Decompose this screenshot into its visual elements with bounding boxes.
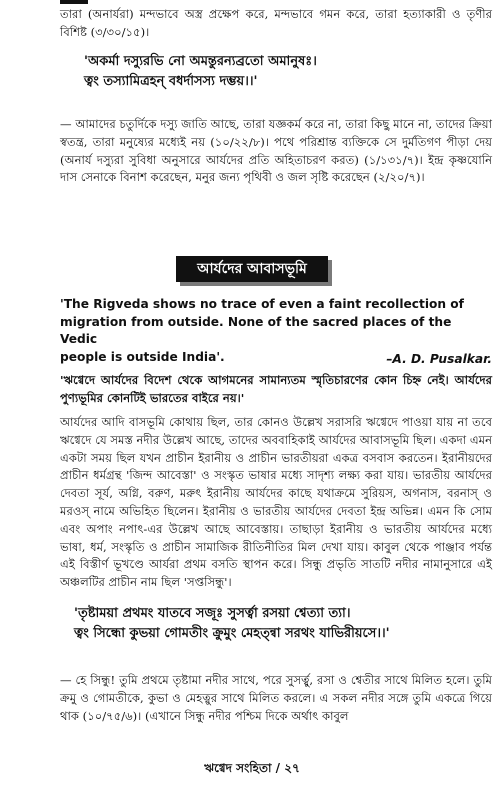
- verse-1-line-2: ত্বং তস্যামিত্রহন্‌ বধর্দাসস্য দম্ভয়।।': [84, 74, 258, 89]
- sanskrit-verse-1: [84, 52, 492, 92]
- bengali-quote: 'ঋগ্বেদে আর্যদের বিদেশ থেকে আগমনের সামান্যতম স্মৃতিচারণের কোন চিহ্ন নেই। আর্যদের পুণ্যভূমির কোনটিই ভারতের বাইরে নয়।': [60, 373, 492, 405]
- sanskrit-verse-2: [74, 604, 492, 644]
- verse-1-line-1: 'অকর্মা দস্যুরভি নো অমন্তুরন্যব্রতো অমানুষঃ।: [84, 54, 317, 69]
- top-edge-mark: [60, 0, 88, 4]
- paragraph-aryan-homeland: আর্যদের আদি বাসভূমি কোথায় ছিল, তার কোনও উল্লেখ সরাসরি ঋগ্বেদে পাওয়া যায় না তবে ঋগ্বেদে যে সমস্ত নদীর উল্লেখ আছে, তাদের অববাহিকাই আর্যদের আবাসভূমি ছিল। একদা এমন একটা সময় ছিল যখন প্রাচীন ইরানীয় ও প্রাচীন ভারতীয়রা একত্র বসবাস করতেন। ইরানীয়দের প্রাচীন ধর্মগ্রন্থ 'জিন্দ আবেস্তা' ও সংস্কৃত ভাষার মধ্যে সাদৃশ্য লক্ষ্য করা যায়। ভারতীয় আর্যদের দেবতা সূর্য, অগ্নি, বরুণ, মরুৎ ইরানীয় আর্যদের কাছে যথাক্রমে সুরিয়স, অগনাস, বরনাস্‌ ও মরওস্‌ নামে অভিহিত ছিলেন। ইরানীয় ও ভারতীয় আর্যদের দেবতা ইন্দ্র অভিন্ন। এমন কি সোম এবং অপাং নপাৎ-এর উল্লেখ আছে আবেস্তায়। তাছাড়া ইরানীয় ও ভারতীয় আর্যদের মধ্যে ভাষা, ধর্ম, সংস্কৃতি ও প্রাচীন সামাজিক রীতিনীতির মিল দেখা যায়। কাবুল থেকে পাঞ্জাব পর্যন্ত এই বিস্তীর্ণ ভূখণ্ডে আর্যরা প্রথম বসতি স্থাপন করে। সিন্ধু প্রভৃতি সাতটি নদীর নামানুসারে এই অঞ্চলটির প্রাচীন নাম ছিল 'সপ্তসিন্ধু'।: [60, 415, 492, 590]
- english-quote-line-2: migration from outside. None of the sacred places of the Vedic: [60, 314, 452, 346]
- paragraph-sindhu-translation: — হে সিন্ধু! তুমি প্রথমে তৃষ্টামা নদীর সাথে, পরে সুসর্ত্বু, রসা ও শ্বেতীর সাথে মিলিত হলে। তুমি ক্রমু ও গোমতীকে, কুভা ও মেহত্নুর সাথে মিলিত করলে। এ সকল নদীর সঙ্গে তুমি একত্রে গিয়ে থাক (১০/৭৫/৬)। (এখানে সিন্ধু নদীর পশ্চিম দিকে অর্থাৎ কাবুল: [60, 673, 492, 723]
- paragraph-dasyu-description: — আমাদের চতুর্দিকে দস্যু জাতি আছে, তারা যজ্ঞকর্ম করে না, তারা কিছু মানে না, তাদের ক্রিয়া স্বতন্ত্র, তারা মনুষ্যের মধ্যেই নয় (১০/২২/৮)। পথে পরিশ্রান্ত ব্যক্তিকে সে দুর্মতিগণ পীড়া দেয় (অনার্য দস্যুরা সুবিধা অনুসারে আর্যদের প্রতি অহিতাচরণ করত) (১/১৩১/৭)। ইন্দ্র কৃষ্ণযোনি দাস সেনাকে বিনাশ করেছেন, মনুর জন্য পৃথিবী ও জল সৃষ্টি করেছেন (২/২০/৭)।: [60, 117, 492, 185]
- quote-attribution: –A. D. Pusalkar.: [386, 352, 492, 366]
- verse-2-line-2: ত্বং সিন্ধো কুভয়া গোমতীং ক্রুমুং মেহত্ন্বা সরথং যাভিরীয়সে।।': [74, 626, 390, 641]
- verse-2-line-1: 'তৃষ্টাময়া প্রথমং যাতবে সজূঃ সুসর্ত্বা রসয়া শ্বেত্যা ত্যা।: [74, 606, 351, 621]
- page-footer: ঋগ্বেদ সংহিতা / ২৭: [204, 761, 300, 775]
- paragraph-anarya-description: তারা (অনার্যরা) মন্দভাবে অস্ত্র প্রক্ষেপ করে, মন্দভাবে গমন করে, তারা হত্যাকারী ও তৃণীর বিশিষ্ট (৩/৩০/১৫)।: [60, 7, 492, 39]
- section-heading: আর্যদের আবাসভূমি: [176, 256, 328, 282]
- section-heading-box: [176, 256, 328, 282]
- english-quote-line-1: 'The Rigveda shows no trace of even a faint recollection of: [60, 297, 464, 311]
- english-quote-line-3: people is outside India'.: [60, 349, 225, 364]
